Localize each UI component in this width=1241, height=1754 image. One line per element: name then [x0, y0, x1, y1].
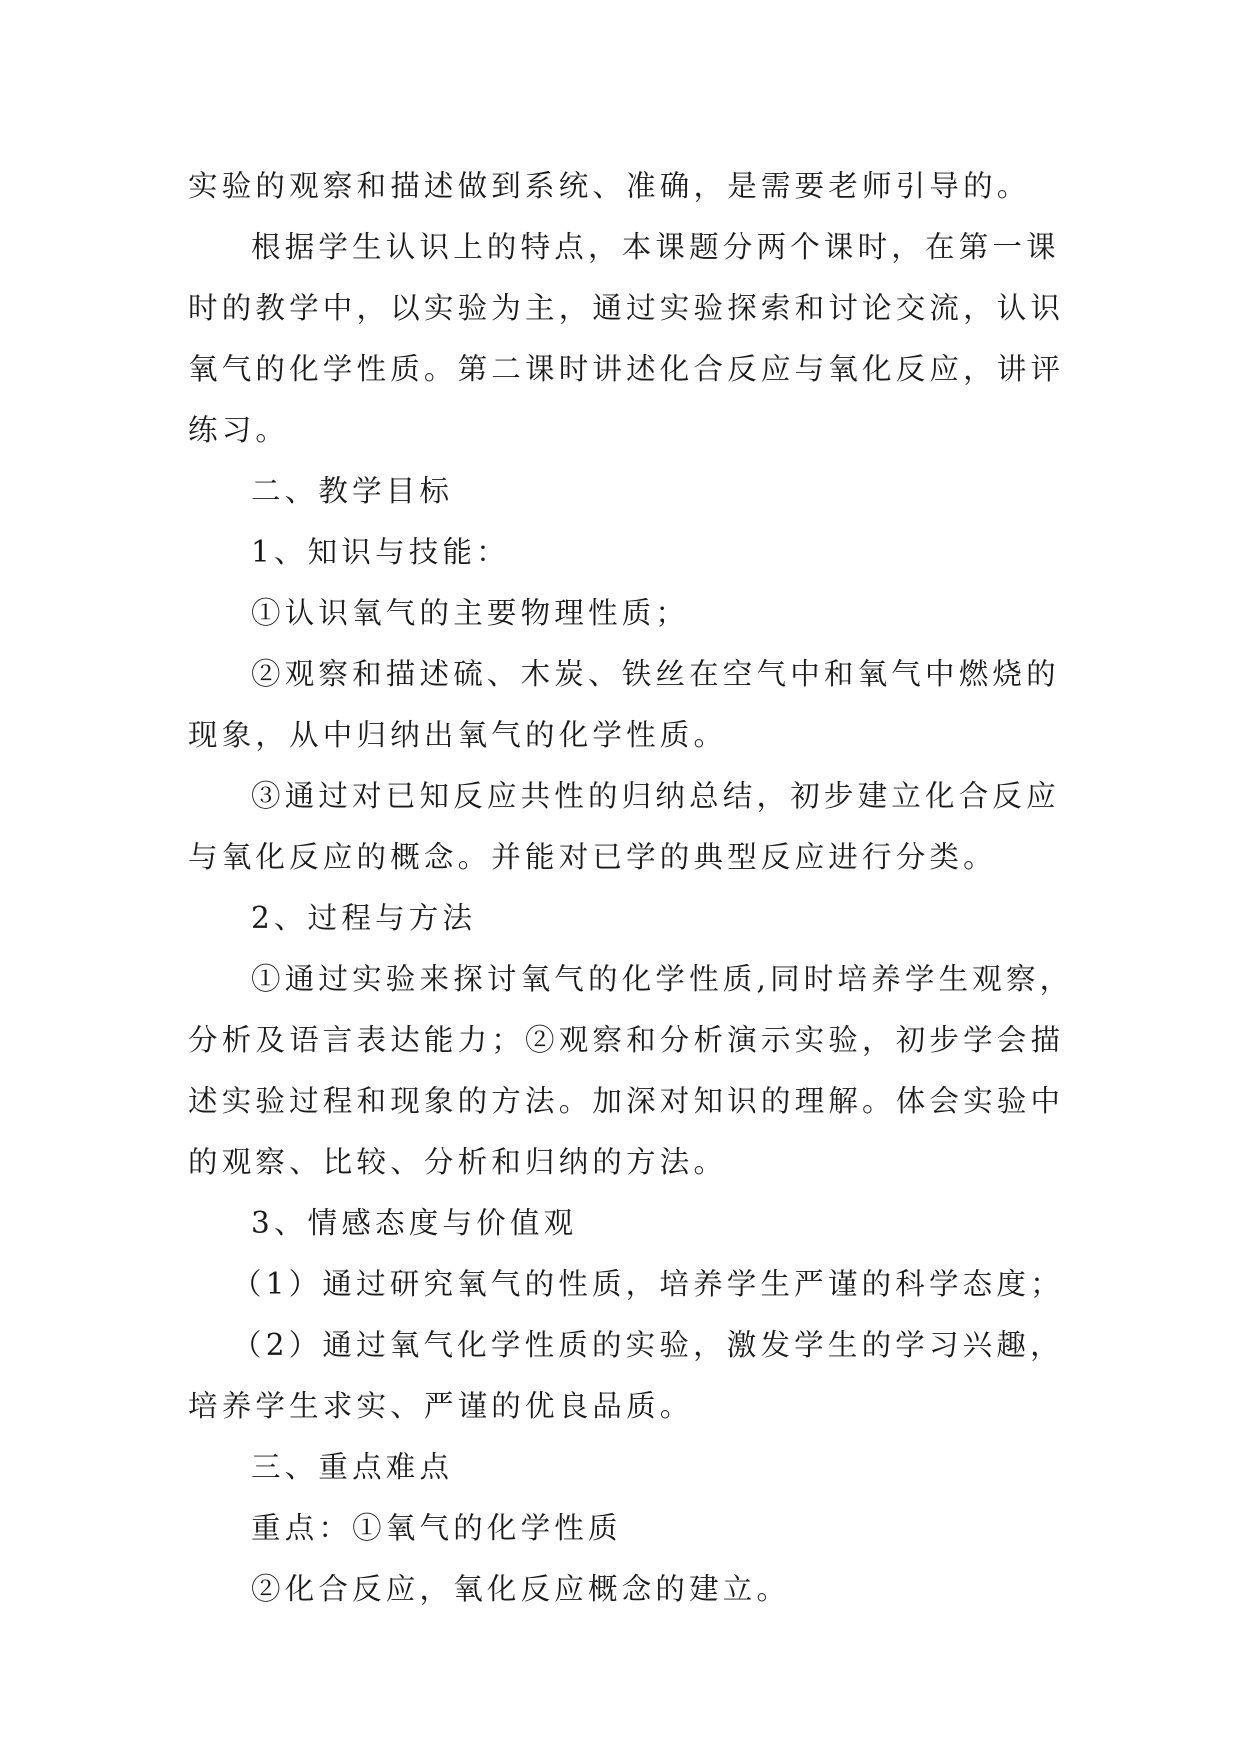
- text-line: 的观察、比较、分析和归纳的方法。: [188, 1145, 728, 1179]
- text-line: ①通过实验来探讨氧气的化学性质,同时培养学生观察，: [251, 962, 1074, 996]
- subheading-emotion-values: [188, 1193, 1056, 1254]
- paragraph-course-plan: [188, 217, 1065, 461]
- key-point-1: [188, 1498, 1056, 1559]
- document-body: [188, 156, 1074, 1620]
- text-line: ①认识氧气的主要物理性质；: [251, 596, 690, 630]
- text-line: 根据学生认识上的特点，本课题分两个课时，在第一课: [251, 230, 1060, 264]
- list-item-paren-2: [188, 1315, 1064, 1437]
- list-item-paren-1: [188, 1254, 1064, 1315]
- paragraph-process-method: [188, 949, 1074, 1193]
- text-line: 二、教学目标: [251, 474, 454, 508]
- text-line: 培养学生求实、严谨的优良品质。: [188, 1389, 694, 1423]
- section-heading-key-points: [188, 1437, 1056, 1498]
- section-heading-teaching-goals: [188, 461, 1056, 522]
- list-item-2: [188, 644, 1060, 766]
- text-line: 3、情感态度与价值观: [251, 1206, 578, 1240]
- text-line: 实验的观察和描述做到系统、准确，是需要老师引导的。: [188, 169, 1031, 203]
- text-line: 分析及语言表达能力；②观察和分析演示实验，初步学会描: [188, 1023, 1065, 1057]
- text-line: 练习。: [188, 413, 290, 447]
- text-line: 与氧化反应的概念。并能对已学的典型反应进行分类。: [188, 840, 997, 874]
- subheading-knowledge-skills: [188, 522, 1056, 583]
- list-item-1: [188, 583, 1056, 644]
- text-line: ②观察和描述硫、木炭、铁丝在空气中和氧气中燃烧的: [251, 657, 1060, 691]
- text-line: 重点：①氧气的化学性质: [251, 1511, 622, 1545]
- text-line: 述实验过程和现象的方法。加深对知识的理解。体会实验中: [188, 1084, 1065, 1118]
- text-line: 时的教学中，以实验为主，通过实验探索和讨论交流，认识: [188, 291, 1065, 325]
- text-line: （2）通过氧气化学性质的实验，激发学生的学习兴趣，: [232, 1328, 1064, 1362]
- paragraph-1: [188, 156, 1056, 217]
- text-line: （1）通过研究氧气的性质，培养学生严谨的科学态度；: [232, 1267, 1064, 1301]
- text-line: ②化合反应，氧化反应概念的建立。: [251, 1572, 791, 1606]
- text-line: 三、重点难点: [251, 1450, 454, 1484]
- text-line: 现象，从中归纳出氧气的化学性质。: [188, 718, 728, 752]
- list-item-3: [188, 766, 1060, 888]
- subheading-process-method: [188, 888, 1056, 949]
- text-line: ③通过对已知反应共性的归纳总结，初步建立化合反应: [251, 779, 1060, 813]
- text-line: 2、过程与方法: [251, 901, 477, 935]
- text-line: 氧气的化学性质。第二课时讲述化合反应与氧化反应，讲评: [188, 352, 1065, 386]
- key-point-2: [188, 1559, 1056, 1620]
- text-line: 1、知识与技能：: [251, 535, 510, 569]
